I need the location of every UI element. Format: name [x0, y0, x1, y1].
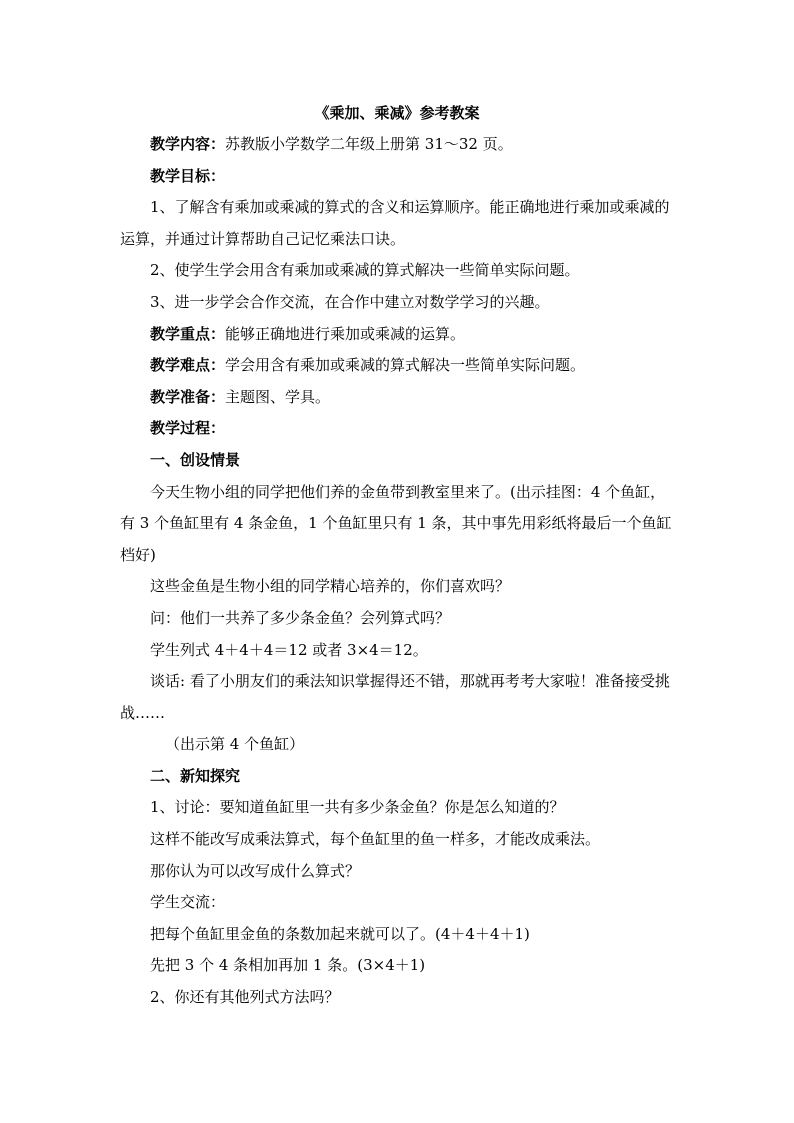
difficulty-text: 学会用含有乘加或乘减的算式解决一些简单实际问题。	[225, 356, 586, 375]
teaching-objectives-label: 教学目标：	[150, 166, 226, 185]
section-2-heading-text: 二、新知探究	[150, 766, 241, 785]
section-2-paragraph-4: 学生交流：	[150, 893, 226, 912]
section-1-paragraph-4: 学生列式 4＋4＋4＝12 或者 3×4＝12。	[150, 640, 428, 659]
section-2-paragraph-3: 那你认为可以改写成什么算式？	[150, 861, 361, 880]
difficulty-label: 教学难点：	[150, 356, 226, 375]
preparation-text: 主题图、学具。	[225, 387, 331, 406]
section-2-paragraph-2: 这样不能改写成乘法算式，每个鱼缸里的鱼一样多，才能改成乘法。	[150, 830, 601, 849]
section-1-paragraph-6: （出示第 4 个鱼缸）	[165, 735, 305, 754]
teaching-content-label: 教学内容：	[150, 135, 226, 153]
section-1-paragraph-1: 今天生物小组的同学把他们养的金鱼带到教室里来了。(出示挂图：4 个鱼缸，有 3 个鱼缸里有 4 条金鱼，1 个鱼缸里只有 1 条，其中事先用彩纸将最后一个鱼缸档好)	[120, 482, 672, 564]
key-point-label: 教学重点：	[150, 324, 226, 343]
preparation-label: 教学准备：	[150, 387, 226, 406]
section-2-paragraph-7: 2、你还有其他列式方法吗？	[150, 988, 340, 1007]
objective-2: 2、使学生学会用含有乘加或乘减的算式解决一些简单实际问题。	[150, 261, 580, 280]
objective-3: 3、进一步学会合作交流，在合作中建立对数学学习的兴趣。	[150, 292, 550, 311]
section-2-paragraph-6: 先把 3 个 4 条相加再加 1 条。(3×4＋1)	[150, 956, 426, 975]
difficulty-paragraph	[120, 350, 676, 382]
section-2-paragraph-1: 1、讨论：要知道鱼缸里一共有多少条金鱼？你是怎么知道的？	[150, 798, 565, 817]
teaching-process-label: 教学过程：	[150, 419, 226, 438]
section-2-paragraph-5: 把每个鱼缸里金鱼的条数加起来就可以了。(4＋4＋4＋1)	[150, 924, 530, 943]
section-1-heading-text: 一、创设情景	[150, 450, 241, 469]
teaching-objectives-heading	[120, 161, 676, 193]
key-point-text: 能够正确地进行乘加或乘减的运算。	[225, 324, 466, 343]
document-title: 《乘加、乘减》参考教案	[314, 104, 480, 122]
teaching-process-heading	[120, 413, 676, 445]
section-1-paragraph-5: 谈话: 看了小朋友们的乘法知识掌握得还不错，那就再考考大家啦！准备接受挑战……	[120, 672, 670, 722]
section-2-heading	[120, 761, 676, 793]
teaching-content-paragraph	[120, 129, 676, 161]
document-body	[120, 129, 676, 1014]
section-1-paragraph-2: 这些金鱼是生物小组的同学精心培养的，你们喜欢吗？	[150, 577, 511, 596]
preparation-paragraph	[120, 382, 676, 414]
objective-1: 1、了解含有乘加或乘减的算式的含义和运算顺序。能正确地进行乘加或乘减的运算，并通过计算帮助自己记忆乘法口诀。	[120, 198, 670, 248]
section-1-heading	[120, 445, 676, 477]
teaching-content-text: 苏教版小学数学二年级上册第 31～32 页。	[225, 135, 513, 153]
section-1-paragraph-3: 问：他们一共养了多少条金鱼？会列算式吗？	[150, 608, 451, 627]
key-point-paragraph	[120, 319, 676, 351]
